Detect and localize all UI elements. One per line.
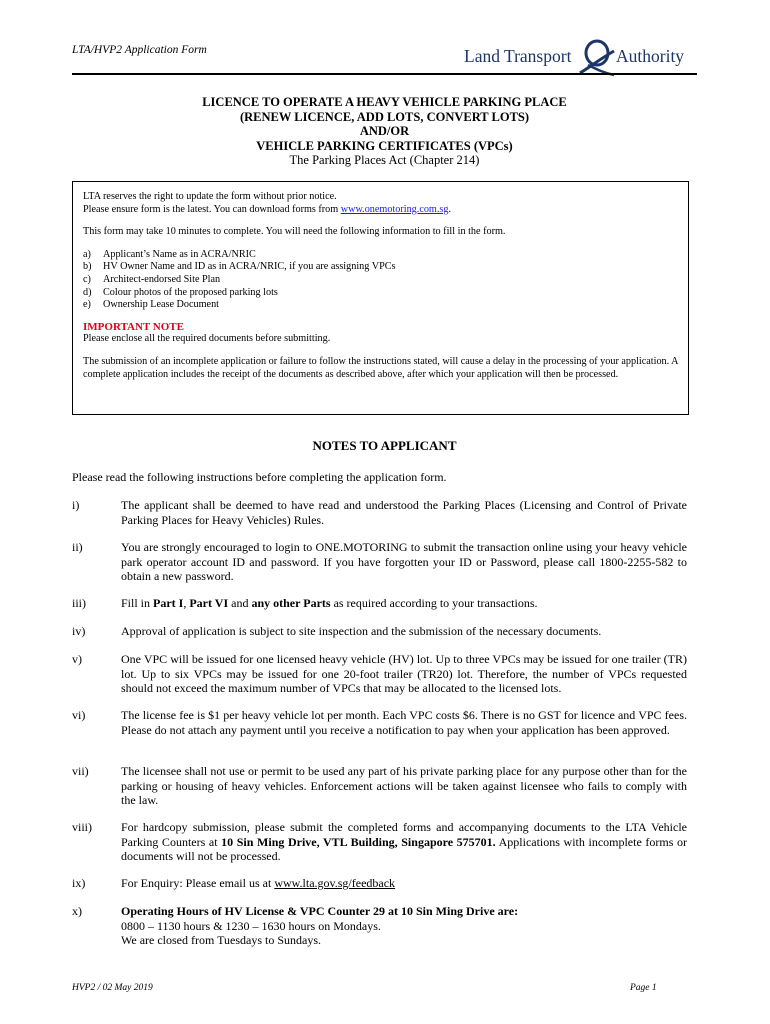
note-text-part: Fill in bbox=[121, 596, 154, 610]
notice-p2-prefix: Please ensure form is the latest. You can download forms from bbox=[83, 203, 341, 215]
note-text: You are strongly encouraged to login to ONE.MOTORING to submit the transaction online using your heavy vehicle park operator account ID and password. If you have forgotten your ID or Password, please call 1800-2255-582 to obtain a new password. bbox=[121, 540, 687, 584]
note-text bbox=[121, 876, 687, 891]
notice-p2-suffix: . bbox=[448, 203, 452, 215]
note-text: The license fee is $1 per heavy vehicle lot per month. Each VPC costs $6. There is no GST for licence and VPC fees. Please do not attach any payment until you receive a notification to pay when your application has been approved. bbox=[121, 708, 687, 737]
note-bold-part: any other Parts bbox=[251, 596, 331, 610]
note-text-part: For hardcopy submission, please submit the completed forms and accompanying documents to the LTA Vehicle Parking Counters at bbox=[121, 820, 687, 849]
note-bold-part: 10 Sin Ming Drive, VTL Building, Singapore 575701. bbox=[221, 834, 496, 849]
list-item-label: b) bbox=[83, 261, 92, 273]
logo-ribbon-icon bbox=[576, 37, 618, 77]
note-text: The applicant shall be deemed to have read and understood the Parking Places (Licensing and Control of Private Parking Places for Heavy Vehicles) Rules. bbox=[121, 498, 687, 527]
feedback-link[interactable]: www.lta.gov.sg/feedback bbox=[274, 876, 396, 890]
note-number: iv) bbox=[72, 624, 86, 638]
note-number: vi) bbox=[72, 708, 86, 722]
important-note-heading: IMPORTANT NOTE bbox=[83, 320, 184, 333]
note-text-part: We are closed from Tuesdays to Sundays. bbox=[121, 933, 322, 948]
list-item-text: Ownership Lease Document bbox=[103, 299, 219, 311]
note-text-part: as required according to your transactions. bbox=[330, 596, 538, 610]
list-item-text: Applicant’s Name as in ACRA/NRIC bbox=[103, 248, 256, 260]
note-number: ii) bbox=[72, 540, 83, 554]
note-item bbox=[72, 904, 697, 948]
list-item bbox=[83, 249, 678, 262]
notes-heading: NOTES TO APPLICANT bbox=[312, 438, 457, 453]
list-item-text: HV Owner Name and ID as in ACRA/NRIC, if you are assigning VPCs bbox=[103, 261, 396, 273]
footer-page-number: Page 1 bbox=[630, 983, 657, 993]
list-item bbox=[83, 261, 678, 274]
note-text bbox=[121, 904, 687, 948]
list-item-text: Architect-endorsed Site Plan bbox=[103, 273, 221, 285]
note-number: viii) bbox=[72, 820, 92, 834]
note-number: vii) bbox=[72, 764, 89, 778]
note-text bbox=[121, 820, 687, 864]
title-line-4: VEHICLE PARKING CERTIFICATES (VPCs) bbox=[256, 138, 513, 153]
list-item-label: d) bbox=[83, 286, 92, 298]
notice-box bbox=[72, 181, 689, 415]
note-item bbox=[72, 540, 697, 584]
note-bold-part: Part I bbox=[153, 596, 184, 610]
important-note-text: Please enclose all the required documents before submitting. bbox=[83, 333, 331, 345]
list-item-label: a) bbox=[83, 248, 91, 260]
note-number: i) bbox=[72, 498, 80, 512]
note-text: The licensee shall not use or permit to be used any part of his private parking place for any purpose other than for the parking or housing of heavy vehicles. Enforcement actions will be taken against licensee who fails to comply with the law. bbox=[121, 764, 687, 808]
notice-p3: This form may take 10 minutes to complete. You will need the following information to fill in the form. bbox=[83, 226, 506, 238]
note-text-part: 0800 – 1130 hours & 1230 – 1630 hours on Mondays. bbox=[121, 918, 381, 933]
note-number: x) bbox=[72, 904, 82, 918]
note-item bbox=[72, 652, 697, 696]
note-item bbox=[72, 820, 697, 864]
note-number: ix) bbox=[72, 876, 86, 890]
note-text bbox=[121, 596, 687, 611]
list-item-label: c) bbox=[83, 273, 91, 285]
notice-p2 bbox=[83, 204, 678, 217]
logo-text-right: Authority bbox=[616, 46, 685, 66]
header-divider bbox=[72, 73, 697, 75]
note-bold-part: Operating Hours of HV License & VPC Counter 29 at 10 Sin Ming Drive are: bbox=[121, 904, 519, 918]
onemotoring-link[interactable]: www.onemotoring.com.sg bbox=[340, 203, 449, 215]
logo-text-left: Land Transport bbox=[464, 46, 572, 66]
note-item bbox=[72, 876, 697, 891]
note-bold-part: Part VI bbox=[189, 596, 229, 610]
title-line-2: (RENEW LICENCE, ADD LOTS, CONVERT LOTS) bbox=[239, 109, 530, 124]
note-text-part: and bbox=[228, 596, 252, 610]
requirements-list bbox=[83, 249, 678, 312]
list-item bbox=[83, 299, 678, 312]
title-act: The Parking Places Act (Chapter 214) bbox=[289, 153, 480, 167]
note-text: One VPC will be issued for one licensed heavy vehicle (HV) lot. Up to three VPCs may be issued for one trailer (TR) lot. Up to six VPCs may be issued for one 20-foot trailer (TR20) lot. Therefore, the number of VPCs requested should not exceed the maximum number of VPCs that may be allocated to the licensed lots. bbox=[121, 652, 687, 696]
note-text-part: For Enquiry: Please email us at bbox=[121, 876, 275, 890]
footer-version: HVP2 / 02 May 2019 bbox=[72, 983, 153, 993]
note-text-part: , bbox=[183, 596, 190, 610]
list-item bbox=[83, 287, 678, 300]
document-title bbox=[72, 95, 697, 168]
notice-p-last: The submission of an incomplete application or failure to follow the instructions stated, will cause a delay in the processing of your application. A complete application includes the receipt of the documents as described above, after which your application will then be processed. bbox=[83, 355, 678, 380]
lta-logo bbox=[464, 37, 694, 77]
note-item bbox=[72, 708, 697, 737]
note-text-part: Applications with incomplete forms or documents will not be processed. bbox=[121, 834, 688, 864]
note-text: Approval of application is subject to site inspection and the submission of the necessary documents. bbox=[121, 624, 602, 638]
note-item bbox=[72, 624, 697, 639]
note-item bbox=[72, 764, 697, 808]
list-item-text: Colour photos of the proposed parking lots bbox=[103, 286, 278, 298]
note-item bbox=[72, 498, 697, 527]
notice-p1: LTA reserves the right to update the form without prior notice. bbox=[83, 191, 337, 202]
list-item-label: e) bbox=[83, 299, 91, 311]
note-item bbox=[72, 596, 697, 611]
title-line-1: LICENCE TO OPERATE A HEAVY VEHICLE PARKING PLACE bbox=[202, 95, 567, 109]
title-line-3: AND/OR bbox=[359, 124, 410, 138]
form-title: LTA/HVP2 Application Form bbox=[72, 44, 207, 56]
note-number: v) bbox=[72, 652, 82, 666]
notes-intro: Please read the following instructions before completing the application form. bbox=[72, 470, 447, 484]
note-number: iii) bbox=[72, 596, 86, 610]
list-item bbox=[83, 274, 678, 287]
